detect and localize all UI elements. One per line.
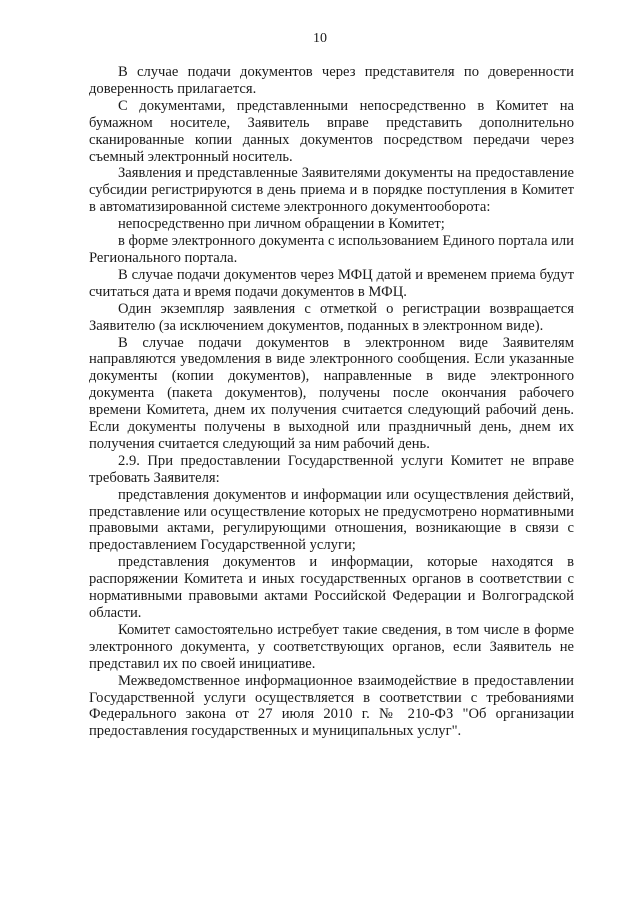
- paragraph-not-required-2: представления документов и информации, которые находятся в распоряжении Комитета и иных государственных органов в соответствии с нормативными правовыми актами Российской Федерации и Волгоградской области.: [89, 554, 574, 621]
- paragraph-electronic-notifications: В случае подачи документов в электронном виде Заявителям направляются уведомления в виде электронного сообщения. Если указанные документы (копии документов), направленные в виде электронного документа (пакета документов), получены после окончания рабочего времени Комитета, днем их получения считается следующий рабочий день. Если документы получены в выходной или праздничный день, днем их получения считается следующий за ним рабочий день.: [89, 334, 574, 452]
- paragraph-section-2-9: 2.9. При предоставлении Государственной услуги Комитет не вправе требовать Заявителя:: [89, 452, 574, 486]
- paragraph-mfc: В случае подачи документов через МФЦ датой и временем приема будут считаться дата и время подачи документов в МФЦ.: [89, 266, 574, 300]
- paragraph-copy-returned: Один экземпляр заявления с отметкой о регистрации возвращается Заявителю (за исключением документов, поданных в электронном виде).: [89, 300, 574, 334]
- paragraph-registration: Заявления и представленные Заявителями документы на предоставление субсидии регистрируются в день приема и в порядке поступления в Комитет в автоматизированной системе электронного документооборота:: [89, 165, 574, 216]
- paragraph-representative: В случае подачи документов через представителя по доверенности доверенность прилагается.: [89, 64, 574, 97]
- document-body: [89, 64, 574, 740]
- page-number: 10: [313, 31, 327, 46]
- paragraph-committee-requests: Комитет самостоятельно истребует такие сведения, в том числе в форме электронного документа, у соответствующих органов, если Заявитель не представил их по своей инициативе.: [89, 621, 574, 672]
- paragraph-electronic-form: в форме электронного документа с использованием Единого портала или Регионального портала.: [89, 233, 574, 266]
- paragraph-personal-visit: непосредственно при личном обращении в Комитет;: [118, 216, 445, 233]
- paragraph-interagency: Межведомственное информационное взаимодействие в предоставлении Государственной услуги осуществляется в соответствии с требованиями Федерального закона от 27 июля 2010 г. № 210-ФЗ "Об организации предоставления государственных и муниципальных услуг".: [89, 672, 574, 740]
- paragraph-not-required-1: представления документов и информации или осуществления действий, представление или осуществление которых не предусмотрено нормативными правовыми актами, регулирующими отношения, возникающие в связи с предоставлением Государственной услуги;: [89, 486, 574, 554]
- paragraph-scanned-copies: С документами, представленными непосредственно в Комитет на бумажном носителе, Заявитель вправе представить дополнительно сканированные копии данных документов посредством передачи через съемный электронный носитель.: [89, 97, 574, 165]
